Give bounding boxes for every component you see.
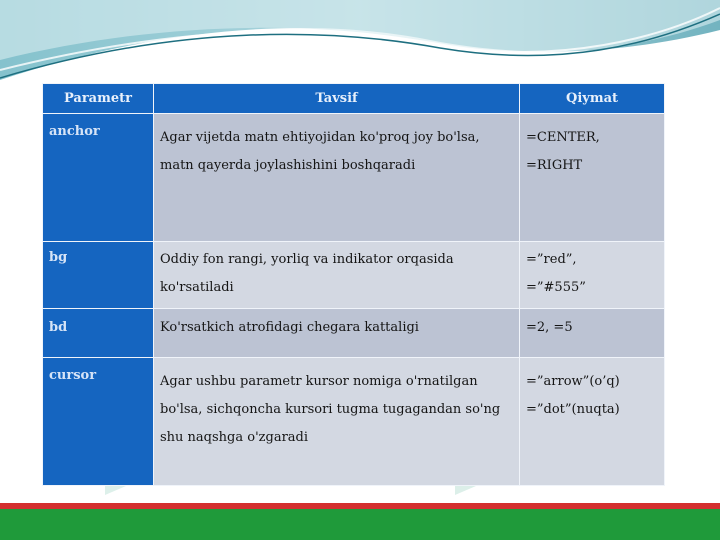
bottom-green-band — [0, 509, 720, 540]
table-row — [43, 242, 665, 309]
header-tavsif: Tavsif — [154, 84, 520, 114]
param-name: bg — [43, 242, 154, 309]
table-row — [43, 114, 665, 242]
parameters-table — [42, 83, 665, 486]
param-value: =2, =5 — [520, 309, 665, 358]
param-value: =”red”, =”#555” — [520, 242, 665, 309]
param-value: =”arrow”(o’q) =”dot”(nuqta) — [520, 358, 665, 486]
param-description: Oddiy fon rangi, yorliq va indikator orqasida ko'rsatiladi — [154, 242, 520, 309]
header-parametr: Parametr — [43, 84, 154, 114]
param-description: Agar ushbu parametr kursor nomiga o'rnatilgan bo'lsa, sichqoncha kursori tugma tugagandan so'ng shu naqshga o'zgaradi — [154, 358, 520, 486]
header-qiymat: Qiymat — [520, 84, 665, 114]
param-name: bd — [43, 309, 154, 358]
table-header-row — [43, 84, 665, 114]
param-description: Ko'rsatkich atrofidagi chegara kattaligi — [154, 309, 520, 358]
top-wave-decoration — [0, 0, 720, 90]
param-name: cursor — [43, 358, 154, 486]
bottom-stripe — [0, 503, 720, 540]
param-description: Agar vijetda matn ehtiyojidan ko'proq joy bo'lsa, matn qayerda joylashishini boshqaradi — [154, 114, 520, 242]
table-row — [43, 309, 665, 358]
table-row — [43, 358, 665, 486]
param-name: anchor — [43, 114, 154, 242]
param-value: =CENTER, =RIGHT — [520, 114, 665, 242]
